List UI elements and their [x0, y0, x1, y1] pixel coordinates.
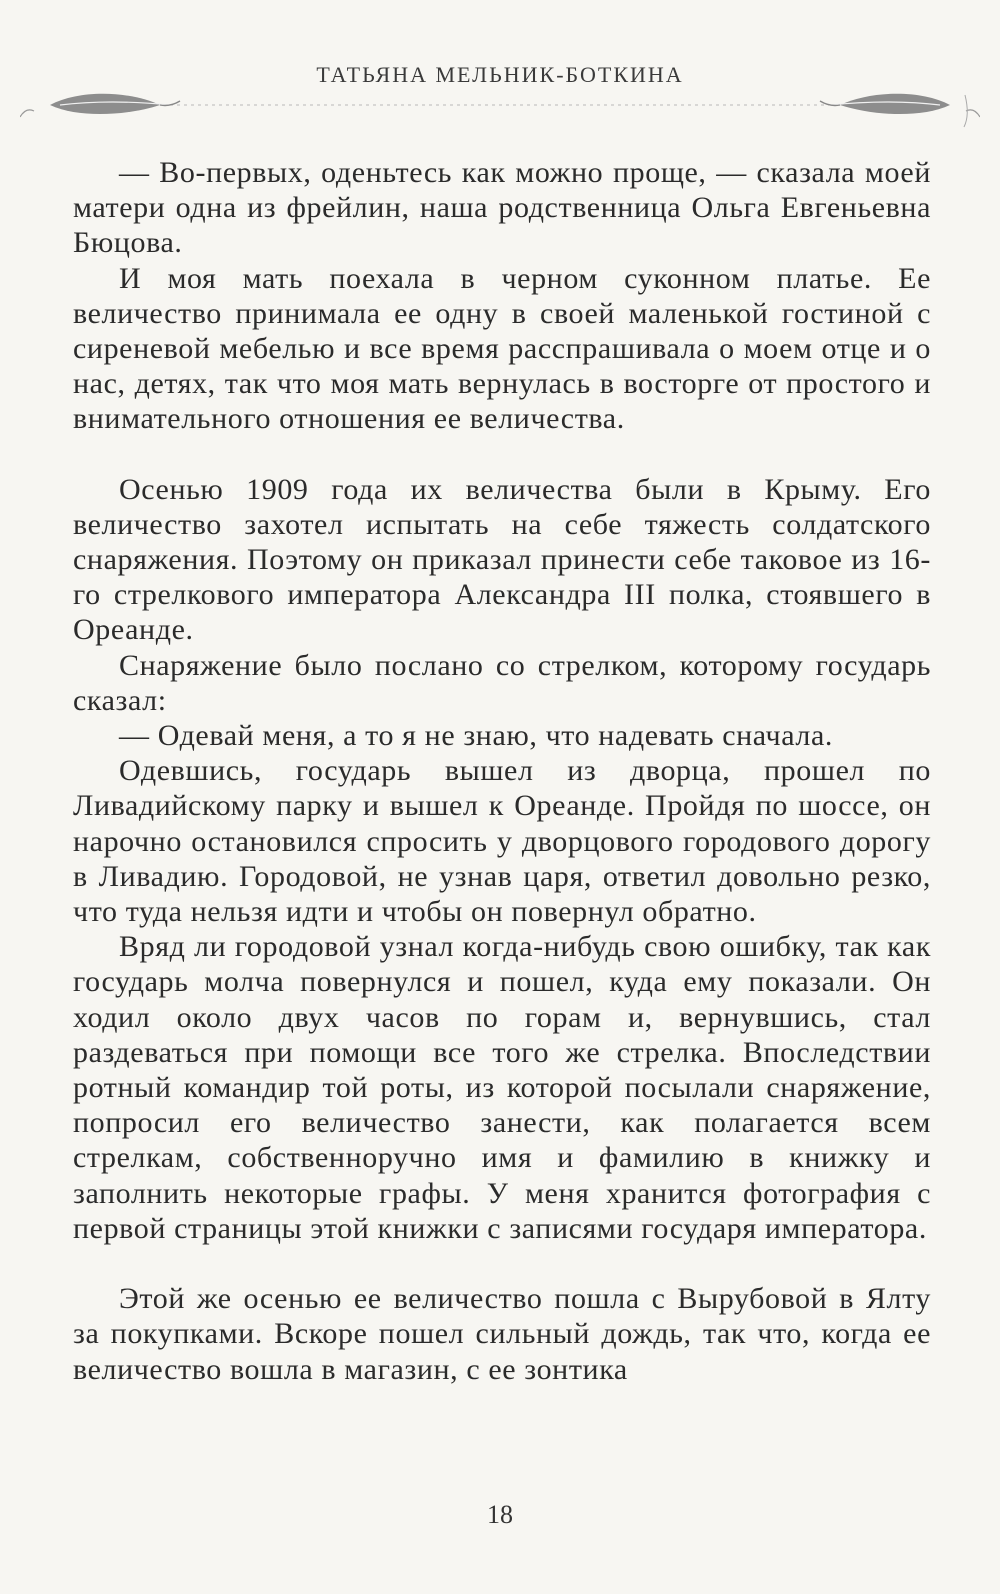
- header-ornament: [20, 85, 980, 135]
- paragraph: Вряд ли городовой узнал когда-нибудь свою ошибку, так как государь молча повернулся и пошел, куда ему показали. Он ходил около двух часов по горам и, вернувшись, стал раздеваться при помощи все того же стрелка. Впоследствии ротный командир той роты, из которой посылали снаряжение, попросил его величество занести, как полагается всем стрелкам, собственноручно имя и фамилию в книжку и заполнить некоторые графы. У меня хранится фотография с первой страницы этой книжки с записями государя императора.: [73, 930, 931, 1245]
- running-title: ТАТЬЯНА МЕЛЬНИК-БОТКИНА: [316, 62, 684, 87]
- paragraph: Одевшись, государь вышел из дворца, прошел по Ливадийскому парку и вышел к Ореанде. Пройдя по шоссе, он нарочно остановился спросить у дворцового городового дорогу в Ливадию. Городовой, не узнав царя, ответил довольно резко, что туда нельзя идти и чтобы он повернул обратно.: [73, 754, 931, 929]
- page-number: 18: [487, 1500, 513, 1529]
- paragraph: И моя мать поехала в черном суконном платье. Ее величество принимала ее одну в своей маленькой гостиной с сиреневой мебелью и все время расспрашивала о моем отце и о нас, детях, так что моя мать вернулась в восторге от простого и внимательного отношения ее величества.: [73, 261, 931, 436]
- paragraph: — Одевай меня, а то я не знаю, что надевать сначала.: [119, 719, 833, 753]
- paragraph: Осенью 1909 года их величества были в Крыму. Его величество захотел испытать на себе тяжесть солдатского снаряжения. Поэтому он приказал принести себе таковое из 16-го стрелкового императора Александра III полка, стоявшего в Ореанде.: [73, 472, 931, 647]
- paragraph: Этой же осенью ее величество пошла с Вырубовой в Ялту за покупками. Вскоре пошел сильный дождь, так что, когда ее величество вошла в магазин, с ее зонтика: [73, 1282, 931, 1386]
- paragraph: — Во-первых, оденьтесь как можно проще, — сказала моей матери одна из фрейлин, наша родственница Ольга Евгеньевна Бюцова.: [73, 156, 931, 260]
- paragraph: Снаряжение было послано со стрелком, которому государь сказал:: [73, 648, 931, 717]
- body-text: [73, 155, 931, 1387]
